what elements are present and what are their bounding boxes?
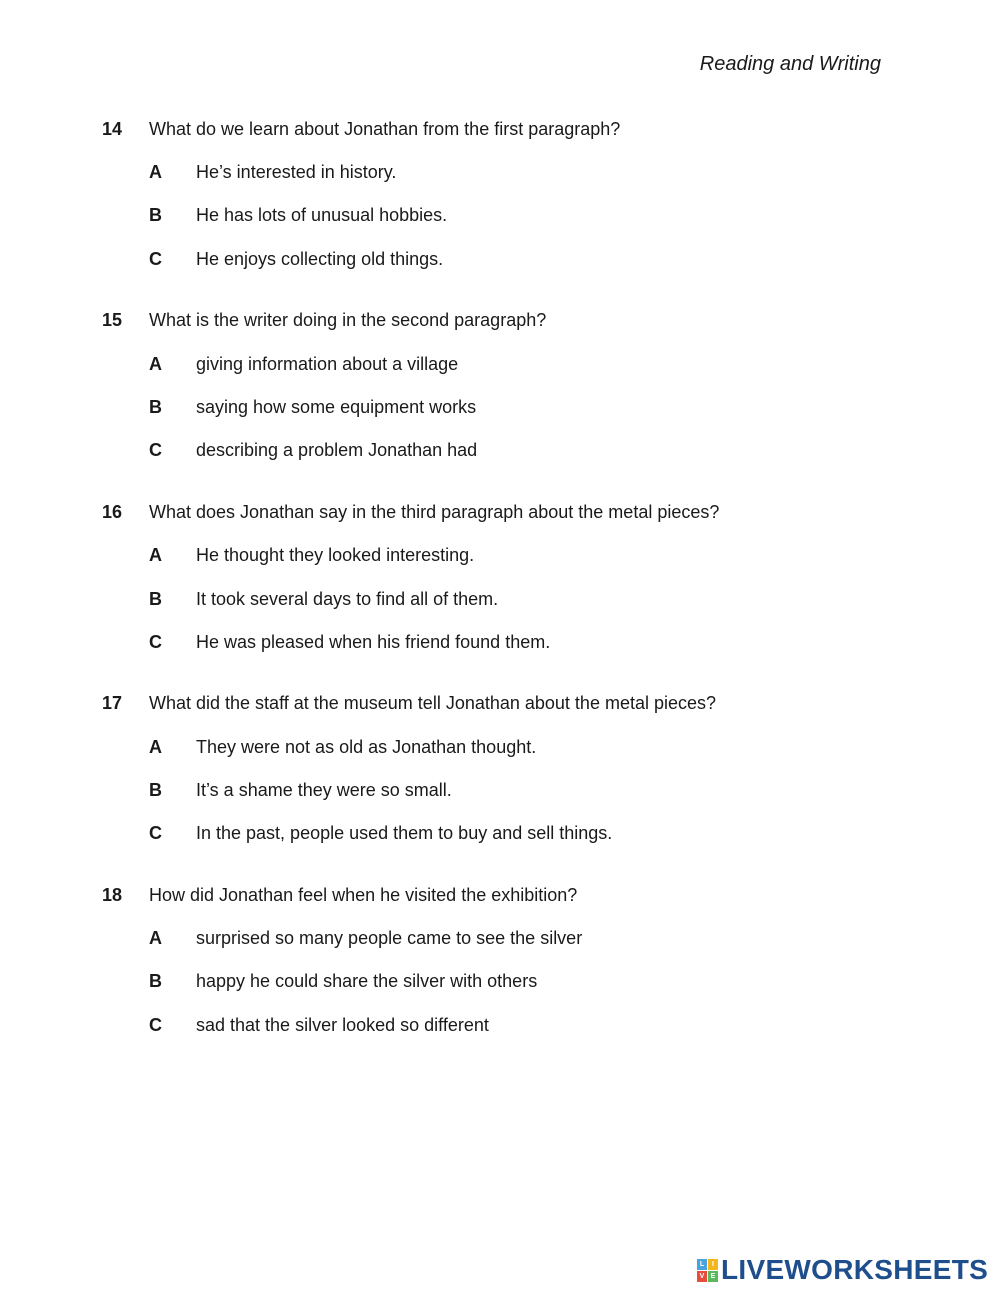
question-number: 18: [102, 885, 123, 905]
answer-option-15a[interactable]: [0, 354, 1000, 378]
option-text: They were not as old as Jonathan thought.: [196, 737, 537, 757]
option-letter: A: [149, 545, 162, 565]
option-letter: A: [149, 928, 162, 948]
question-text: What does Jonathan say in the third paragraph about the metal pieces?: [149, 502, 720, 522]
answer-option-18c[interactable]: [0, 1015, 1000, 1039]
option-letter: B: [149, 971, 162, 991]
question-number: 15: [102, 310, 123, 330]
option-text: He thought they looked interesting.: [196, 545, 475, 565]
option-letter: B: [149, 589, 162, 609]
answer-option-15b[interactable]: [0, 397, 1000, 421]
answer-option-16c[interactable]: [0, 632, 1000, 656]
question-number: 14: [102, 119, 123, 139]
question-text: What is the writer doing in the second paragraph?: [149, 310, 547, 330]
option-text: He was pleased when his friend found them.: [196, 632, 551, 652]
answer-option-15c[interactable]: [0, 440, 1000, 464]
answer-option-14a[interactable]: [0, 162, 1000, 186]
answer-option-17b[interactable]: [0, 780, 1000, 804]
logo-block: L: [697, 1259, 707, 1270]
option-letter: C: [149, 632, 162, 652]
question-text: What do we learn about Jonathan from the first paragraph?: [149, 119, 621, 139]
option-text: sad that the silver looked so different: [196, 1015, 489, 1035]
logo-block: I: [708, 1259, 718, 1270]
option-text: describing a problem Jonathan had: [196, 440, 478, 460]
answer-option-14c[interactable]: [0, 249, 1000, 273]
option-letter: C: [149, 440, 162, 460]
option-text: saying how some equipment works: [196, 397, 477, 417]
option-letter: A: [149, 162, 162, 182]
logo-block: E: [708, 1271, 718, 1282]
answer-option-18a[interactable]: [0, 928, 1000, 952]
option-text: giving information about a village: [196, 354, 459, 374]
option-text: happy he could share the silver with others: [196, 971, 538, 991]
option-text: He has lots of unusual hobbies.: [196, 205, 448, 225]
logo-blocks-icon: [697, 1259, 718, 1282]
option-letter: B: [149, 205, 162, 225]
option-letter: B: [149, 780, 162, 800]
answer-option-16b[interactable]: [0, 589, 1000, 613]
option-text: He enjoys collecting old things.: [196, 249, 444, 269]
option-text: surprised so many people came to see the silver: [196, 928, 583, 948]
answer-option-17a[interactable]: [0, 737, 1000, 761]
question-text: What did the staff at the museum tell Jonathan about the metal pieces?: [149, 693, 717, 713]
option-letter: B: [149, 397, 162, 417]
answer-option-17c[interactable]: [0, 823, 1000, 847]
option-letter: A: [149, 354, 162, 374]
option-text: It’s a shame they were so small.: [196, 780, 452, 800]
option-letter: C: [149, 1015, 162, 1035]
question-text: How did Jonathan feel when he visited the exhibition?: [149, 885, 578, 905]
option-letter: A: [149, 737, 162, 757]
answer-option-16a[interactable]: [0, 545, 1000, 569]
liveworksheets-logo[interactable]: [697, 1255, 988, 1285]
option-text: He’s interested in history.: [196, 162, 397, 182]
answer-option-18b[interactable]: [0, 971, 1000, 995]
option-text: It took several days to find all of them.: [196, 589, 499, 609]
page-header-title: Reading and Writing: [699, 53, 881, 75]
option-letter: C: [149, 249, 162, 269]
question-number: 16: [102, 502, 123, 522]
answer-option-14b[interactable]: [0, 205, 1000, 229]
logo-block: V: [697, 1271, 707, 1282]
option-text: In the past, people used them to buy and sell things.: [196, 823, 613, 843]
option-letter: C: [149, 823, 162, 843]
logo-text: LIVEWORKSHEETS: [721, 1254, 989, 1285]
question-number: 17: [102, 693, 123, 713]
